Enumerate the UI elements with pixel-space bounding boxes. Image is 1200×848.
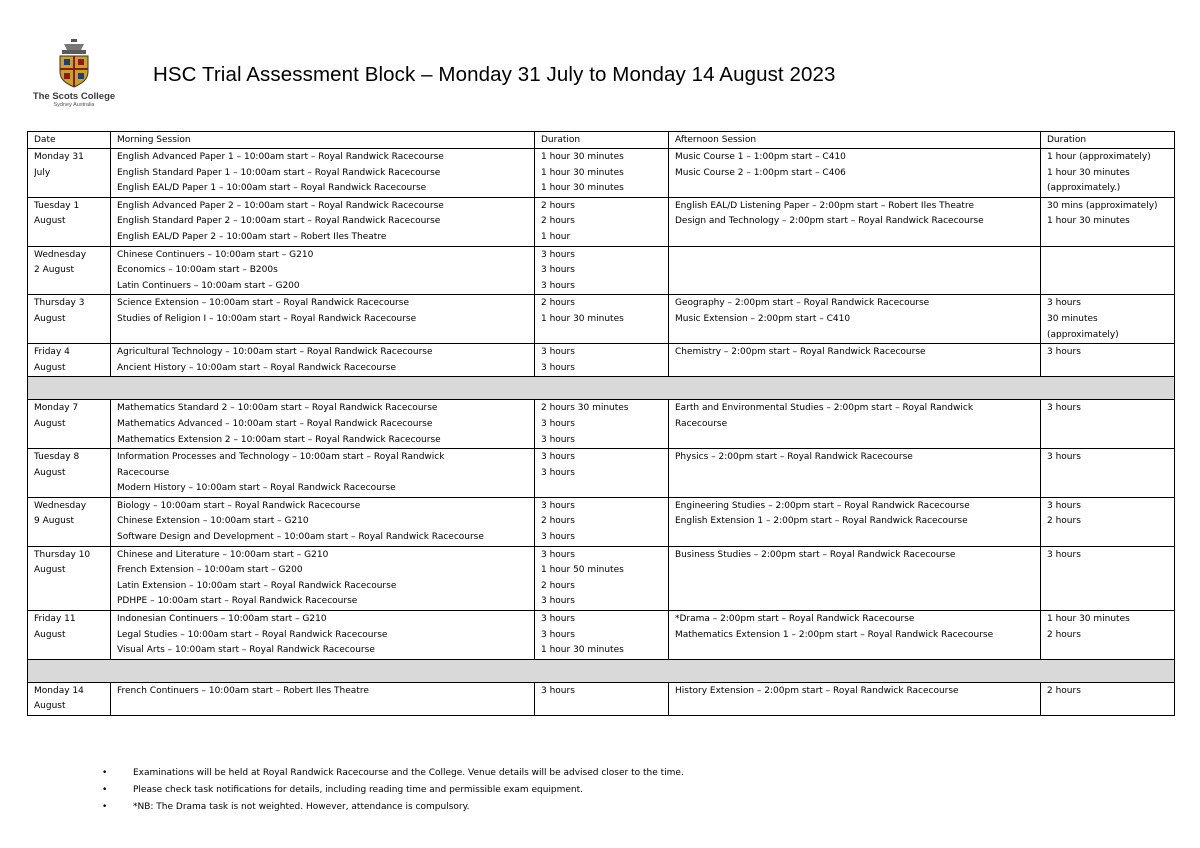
morning-session-cell: [111, 246, 535, 295]
note-item: [102, 767, 684, 784]
afternoon-duration-cell: [1041, 611, 1175, 660]
afternoon-session-line: Business Studies – 2:00pm start – Royal Randwick Racecourse: [675, 549, 956, 560]
morning-session-line: Legal Studies – 10:00am start – Royal Randwick Racecourse: [117, 629, 388, 640]
morning-session-line: Economics – 10:00am start – B200s: [117, 265, 278, 276]
college-name: The Scots College: [32, 91, 116, 102]
morning-duration-line: 1 hour: [541, 231, 571, 242]
afternoon-session-line: Mathematics Extension 1 – 2:00pm start – Royal Randwick Racecourse: [675, 629, 994, 640]
morning-session-cell: [111, 611, 535, 660]
morning-session-line: Chinese and Literature – 10:00am start – G210: [117, 549, 329, 560]
morning-session-line: Mathematics Standard 2 – 10:00am start – Royal Randwick Racecourse: [117, 403, 438, 414]
morning-duration-line: 3 hours: [541, 596, 575, 607]
date-cell: [28, 197, 111, 246]
morning-duration-line: 2 hours: [541, 516, 575, 527]
afternoon-duration-cell: [1041, 344, 1175, 377]
morning-duration-cell: [535, 149, 669, 198]
afternoon-duration-cell: [1041, 546, 1175, 610]
assessment-schedule-table: [27, 131, 1175, 716]
date-line: Tuesday 1: [34, 200, 80, 211]
afternoon-session-cell: [669, 149, 1041, 198]
morning-session-line: Chinese Extension – 10:00am start – G210: [117, 516, 309, 527]
afternoon-session-line: Racecourse: [675, 418, 728, 429]
morning-session-line: Chinese Continuers – 10:00am start – G210: [117, 249, 314, 260]
note-text: Please check task notifications for details, including reading time and permissible exam equipment.: [133, 785, 584, 795]
note-text: *NB: The Drama task is not weighted. However, attendance is compulsory.: [133, 802, 470, 812]
table-row: [28, 197, 1175, 246]
morning-duration-line: 3 hours: [541, 418, 575, 429]
table-row: [28, 344, 1175, 377]
header-afternoon-session: Afternoon Session: [669, 132, 1041, 149]
morning-duration-line: 3 hours: [541, 434, 575, 445]
table-row: [28, 682, 1175, 715]
bullet-icon: •: [102, 785, 108, 795]
date-line: July: [34, 167, 51, 178]
afternoon-session-line: Physics – 2:00pm start – Royal Randwick Racecourse: [675, 452, 913, 463]
morning-duration-cell: [535, 246, 669, 295]
morning-session-line: Studies of Religion I – 10:00am start – Royal Randwick Racecourse: [117, 313, 417, 324]
morning-duration-cell: [535, 682, 669, 715]
morning-duration-line: 2 hours 30 minutes: [541, 403, 629, 414]
note-item: [102, 801, 684, 818]
college-subtitle: Sydney Australia: [53, 102, 95, 108]
afternoon-duration-line: 3 hours: [1047, 452, 1081, 463]
afternoon-duration-line: 3 hours: [1047, 298, 1081, 309]
morning-duration-cell: [535, 295, 669, 344]
morning-duration-cell: [535, 344, 669, 377]
table-row: [28, 546, 1175, 610]
afternoon-duration-line: 1 hour 30 minutes: [1047, 614, 1130, 625]
morning-duration-line: 2 hours: [541, 580, 575, 591]
morning-session-line: Information Processes and Technology – 10:00am start – Royal Randwick: [117, 452, 445, 463]
table-row: [28, 497, 1175, 546]
note-text: Examinations will be held at Royal Randwick Racecourse and the College. Venue details will be advised closer to the time.: [133, 768, 684, 778]
afternoon-session-line: *Drama – 2:00pm start – Royal Randwick Racecourse: [675, 614, 915, 625]
morning-session-line: English EAL/D Paper 1 – 10:00am start – Royal Randwick Racecourse: [117, 183, 427, 194]
morning-session-line: Biology – 10:00am start – Royal Randwick Racecourse: [117, 500, 361, 511]
afternoon-session-line: Music Course 1 – 1:00pm start – C410: [675, 152, 846, 162]
afternoon-duration-line: 3 hours: [1047, 500, 1081, 511]
morning-session-line: Latin Extension – 10:00am start – Royal Randwick Racecourse: [117, 580, 397, 591]
morning-session-line: Agricultural Technology – 10:00am start – Royal Randwick Racecourse: [117, 347, 433, 358]
week-separator-cell: [28, 659, 1175, 682]
morning-duration-line: 3 hours: [541, 280, 575, 291]
date-line: Wednesday: [34, 500, 87, 511]
morning-session-cell: [111, 295, 535, 344]
date-line: August: [34, 418, 66, 429]
note-item: [102, 784, 684, 801]
afternoon-session-line: Music Extension – 2:00pm start – C410: [675, 313, 851, 324]
morning-duration-line: 1 hour 30 minutes: [541, 313, 624, 324]
table-body: [28, 149, 1175, 716]
date-line: August: [34, 629, 66, 640]
afternoon-duration-line: 3 hours: [1047, 549, 1081, 560]
morning-duration-line: 3 hours: [541, 549, 575, 560]
date-line: August: [34, 467, 66, 478]
morning-duration-line: 3 hours: [541, 467, 575, 478]
afternoon-duration-cell: [1041, 295, 1175, 344]
morning-session-line: PDHPE – 10:00am start – Royal Randwick Racecourse: [117, 596, 358, 607]
morning-session-cell: [111, 449, 535, 498]
afternoon-session-line: Earth and Environmental Studies – 2:00pm start – Royal Randwick: [675, 403, 974, 414]
morning-session-cell: [111, 197, 535, 246]
morning-duration-line: 2 hours: [541, 216, 575, 227]
morning-session-line: French Continuers – 10:00am start – Robert Iles Theatre: [117, 685, 369, 696]
morning-duration-line: 1 hour 30 minutes: [541, 183, 624, 194]
afternoon-session-cell: [669, 197, 1041, 246]
afternoon-duration-cell: [1041, 449, 1175, 498]
morning-session-line: English Advanced Paper 1 – 10:00am start – Royal Randwick Racecourse: [117, 152, 444, 162]
morning-session-cell: [111, 497, 535, 546]
afternoon-session-line: Music Course 2 – 1:00pm start – C406: [675, 167, 846, 178]
afternoon-duration-line: 2 hours: [1047, 685, 1081, 696]
bullet-icon: •: [102, 802, 108, 812]
morning-session-line: French Extension – 10:00am start – G200: [117, 565, 303, 576]
afternoon-session-line: English EAL/D Listening Paper – 2:00pm start – Robert Iles Theatre: [675, 200, 974, 211]
morning-session-line: Software Design and Development – 10:00am start – Royal Randwick Racecourse: [117, 532, 484, 543]
afternoon-session-line: English Extension 1 – 2:00pm start – Royal Randwick Racecourse: [675, 516, 968, 527]
morning-duration-cell: [535, 400, 669, 449]
morning-duration-cell: [535, 449, 669, 498]
college-crest-icon: [52, 38, 96, 90]
morning-session-line: Indonesian Continuers – 10:00am start – G210: [117, 614, 327, 625]
afternoon-session-line: Geography – 2:00pm start – Royal Randwick Racecourse: [675, 298, 930, 309]
morning-duration-cell: [535, 546, 669, 610]
table-header-row: [28, 132, 1175, 149]
date-cell: [28, 400, 111, 449]
date-line: August: [34, 701, 66, 712]
morning-session-line: English Advanced Paper 2 – 10:00am start – Royal Randwick Racecourse: [117, 200, 444, 211]
morning-session-line: Ancient History – 10:00am start – Royal Randwick Racecourse: [117, 362, 397, 373]
date-cell: [28, 149, 111, 198]
table-row: [28, 611, 1175, 660]
morning-duration-line: 1 hour 30 minutes: [541, 645, 624, 656]
afternoon-duration-line: 2 hours: [1047, 629, 1081, 640]
afternoon-duration-line: (approximately.): [1047, 183, 1121, 194]
morning-session-cell: [111, 682, 535, 715]
date-line: 2 August: [34, 265, 75, 276]
date-cell: [28, 497, 111, 546]
table-row: [28, 246, 1175, 295]
date-line: 9 August: [34, 516, 75, 527]
morning-session-cell: [111, 400, 535, 449]
morning-duration-line: 3 hours: [541, 362, 575, 373]
morning-duration-line: 1 hour 30 minutes: [541, 167, 624, 178]
afternoon-session-cell: [669, 449, 1041, 498]
date-cell: [28, 344, 111, 377]
date-line: Monday 7: [34, 403, 79, 414]
afternoon-session-cell: [669, 344, 1041, 377]
afternoon-duration-cell: [1041, 246, 1175, 295]
date-line: Thursday 3: [34, 298, 85, 309]
afternoon-duration-cell: [1041, 682, 1175, 715]
afternoon-duration-line: (approximately): [1047, 329, 1119, 340]
table-row: [28, 449, 1175, 498]
date-line: August: [34, 216, 66, 227]
morning-duration-line: 2 hours: [541, 200, 575, 211]
afternoon-session-cell: [669, 611, 1041, 660]
morning-duration-cell: [535, 611, 669, 660]
morning-session-line: Modern History – 10:00am start – Royal Randwick Racecourse: [117, 483, 396, 494]
morning-duration-line: 1 hour 50 minutes: [541, 565, 624, 576]
notes-list: [102, 767, 684, 818]
bullet-icon: •: [102, 768, 108, 778]
morning-session-line: Racecourse: [117, 467, 170, 478]
afternoon-duration-cell: [1041, 497, 1175, 546]
date-line: August: [34, 565, 66, 576]
morning-session-line: Latin Continuers – 10:00am start – G200: [117, 280, 300, 291]
afternoon-duration-line: 3 hours: [1047, 347, 1081, 358]
afternoon-duration-line: 3 hours: [1047, 403, 1081, 414]
morning-session-line: Visual Arts – 10:00am start – Royal Randwick Racecourse: [117, 645, 375, 656]
afternoon-duration-cell: [1041, 197, 1175, 246]
morning-duration-line: 1 hour 30 minutes: [541, 152, 624, 162]
date-cell: [28, 246, 111, 295]
morning-session-cell: [111, 344, 535, 377]
date-line: Monday 14: [34, 685, 84, 696]
afternoon-duration-cell: [1041, 400, 1175, 449]
table-row: [28, 400, 1175, 449]
date-cell: [28, 682, 111, 715]
morning-duration-cell: [535, 197, 669, 246]
morning-session-cell: [111, 546, 535, 610]
date-cell: [28, 449, 111, 498]
table-row: [28, 295, 1175, 344]
morning-duration-line: 3 hours: [541, 685, 575, 696]
afternoon-session-cell: [669, 295, 1041, 344]
table-row: [28, 149, 1175, 198]
morning-duration-line: 3 hours: [541, 347, 575, 358]
afternoon-session-cell: [669, 682, 1041, 715]
date-line: Monday 31: [34, 152, 84, 162]
morning-duration-line: 3 hours: [541, 265, 575, 276]
afternoon-duration-line: 30 minutes: [1047, 313, 1098, 324]
header-date: Date: [28, 132, 111, 149]
header-morning-session: Morning Session: [111, 132, 535, 149]
afternoon-session-line: Engineering Studies – 2:00pm start – Royal Randwick Racecourse: [675, 500, 970, 511]
morning-session-line: English EAL/D Paper 2 – 10:00am start – Robert Iles Theatre: [117, 231, 387, 242]
week-separator-cell: [28, 377, 1175, 400]
date-line: Wednesday: [34, 249, 87, 260]
morning-duration-line: 3 hours: [541, 500, 575, 511]
afternoon-session-line: Design and Technology – 2:00pm start – Royal Randwick Racecourse: [675, 216, 984, 227]
morning-duration-line: 2 hours: [541, 298, 575, 309]
morning-session-line: English Standard Paper 1 – 10:00am start – Royal Randwick Racecourse: [117, 167, 441, 178]
date-line: Thursday 10: [34, 549, 91, 560]
morning-duration-line: 3 hours: [541, 249, 575, 260]
morning-duration-cell: [535, 497, 669, 546]
morning-session-line: Mathematics Advanced – 10:00am start – Royal Randwick Racecourse: [117, 418, 433, 429]
afternoon-duration-line: 1 hour 30 minutes: [1047, 216, 1130, 227]
morning-duration-line: 3 hours: [541, 532, 575, 543]
afternoon-session-line: Chemistry – 2:00pm start – Royal Randwick Racecourse: [675, 347, 926, 358]
morning-session-cell: [111, 149, 535, 198]
date-line: August: [34, 313, 66, 324]
college-logo: [30, 38, 118, 108]
week-separator-row: [28, 377, 1175, 400]
afternoon-session-cell: [669, 546, 1041, 610]
date-cell: [28, 611, 111, 660]
afternoon-duration-line: 2 hours: [1047, 516, 1081, 527]
date-line: Tuesday 8: [34, 452, 80, 463]
page-title: HSC Trial Assessment Block – Monday 31 July to Monday 14 August 2023: [153, 63, 836, 86]
afternoon-session-cell: [669, 497, 1041, 546]
date-cell: [28, 295, 111, 344]
morning-duration-line: 3 hours: [541, 629, 575, 640]
afternoon-session-cell: [669, 400, 1041, 449]
date-line: Friday 11: [34, 614, 76, 625]
date-line: August: [34, 362, 66, 373]
afternoon-duration-line: 1 hour 30 minutes: [1047, 167, 1130, 178]
afternoon-session-line: History Extension – 2:00pm start – Royal Randwick Racecourse: [675, 685, 959, 696]
date-line: Friday 4: [34, 347, 70, 358]
morning-session-line: English Standard Paper 2 – 10:00am start – Royal Randwick Racecourse: [117, 216, 441, 227]
afternoon-session-cell: [669, 246, 1041, 295]
afternoon-duration-line: 30 mins (approximately): [1047, 200, 1158, 211]
afternoon-duration-line: 1 hour (approximately): [1047, 152, 1151, 162]
morning-session-line: Mathematics Extension 2 – 10:00am start – Royal Randwick Racecourse: [117, 434, 441, 445]
week-separator-row: [28, 659, 1175, 682]
header-morning-duration: Duration: [535, 132, 669, 149]
morning-session-line: Science Extension – 10:00am start – Royal Randwick Racecourse: [117, 298, 409, 309]
header-afternoon-duration: Duration: [1041, 132, 1175, 149]
date-cell: [28, 546, 111, 610]
afternoon-duration-cell: [1041, 149, 1175, 198]
morning-duration-line: 3 hours: [541, 614, 575, 625]
morning-duration-line: 3 hours: [541, 452, 575, 463]
